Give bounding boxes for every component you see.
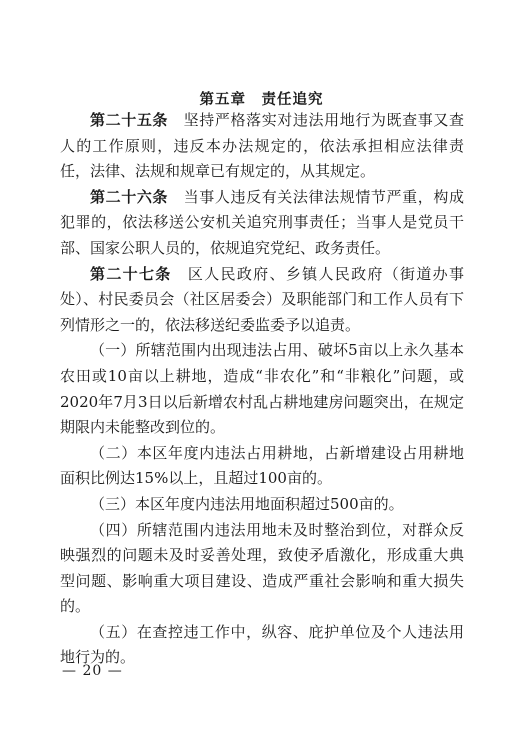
list-item-4: （四）所辖范围内违法用地未及时整治到位，对群众反映强烈的问题未及时妥善处理，致使矛盾激化，形成重大典型问题、影响重大项目建设、造成严重社会影响和重大损失的。 xyxy=(60,520,464,616)
list-item-5: （五）在查控违工作中，纵容、庇护单位及个人违法用地行为的。 xyxy=(60,622,464,667)
article-25 xyxy=(60,108,464,185)
article-27 xyxy=(60,262,464,339)
list-item-2: （二）本区年度内违法占用耕地，占新增建设占用耕地面积比例达15%以上，且超过100亩的。 xyxy=(60,443,464,488)
article-text: 区人民政府、乡镇人民政府（街道办事处）、村民委员会（社区居委会）及职能部门和工作人员有下列情形之一的，依法移送纪委监委予以追责。 xyxy=(60,264,464,334)
list-item-3: （三）本区年度内违法用地面积超过500亩的。 xyxy=(90,494,404,513)
article-number: 第二十六条 xyxy=(90,187,169,206)
page-number: — 20 — xyxy=(62,663,123,679)
article-text: 坚持严格落实对违法用地行为既查事又查人的工作原则，违反本办法规定的，依法承担相应法律责任，法律、法规和规章已有规定的，从其规定。 xyxy=(60,111,464,181)
list-item-1: （一）所辖范围内出现违法占用、破坏5亩以上永久基本农田或10亩以上耕地，造成“非农化”和“非粮化”问题，或2020年7月3日以后新增农村乱占耕地建房问题突出，在规定期限内未能整改到位的。 xyxy=(60,341,464,437)
article-number: 第二十五条 xyxy=(90,111,169,129)
article-26 xyxy=(60,185,464,262)
chapter-title: 第五章 责任追究 xyxy=(199,92,324,108)
document-body xyxy=(60,108,464,671)
article-number: 第二十七条 xyxy=(90,264,172,283)
article-text: 当事人违反有关法律法规情节严重，构成犯罪的，依法移送公安机关追究刑事责任；当事人是党员干部、国家公职人员的，依规追究党纪、政务责任。 xyxy=(60,187,464,257)
